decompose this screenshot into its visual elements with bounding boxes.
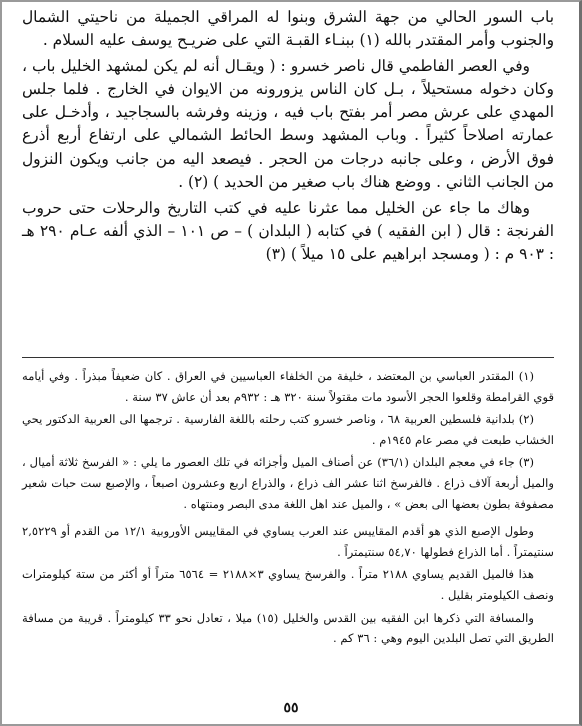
footnote-1: (١) المقتدر العباسي بن المعتضد ، خليفة من الخلفاء العباسيين في العراق . كان ضعيفاً مبذراً . وفي أيامه قوي القرامطة وقلعوا الحجر الأسود مات مقتولاً سنة ٣٢٠ هـ : ٩٣٢م بعد أن عاش ٣٧ سنة .: [22, 369, 554, 404]
footnote-3: (٣) جاء في معجم البلدان (٣٦/١) عن أصناف الميل وأجزائه في تلك العصور ما يلي : « الفرسخ ثلاثة أميال ، والميل أربعة آلاف ذراع . فالفرسخ اثنا عشر الف ذراع ، والذراع اربع وعشرون اصبعاً ، والإصبع ست حبات شعير مصفوفة بطون بعضها الى بعض » ، والميل عند اهل اللغة مدى البصر ومنتهاه .: [22, 455, 554, 511]
footnote-3-continued-2: هذا فالميل القديم يساوي ٢١٨٨ متراً . والفرسخ يساوي ٣×٢١٨٨ = ٦٥٦٤ متراً أو أكثر من ستة كيلومترات ونصف الكيلومتر بقليل .: [22, 567, 554, 602]
footnote-3-continued-1: وطول الإصبع الذي هو أقدم المقاييس عند العرب يساوي في المقاييس الأوروبية ١٢/١ من القدم أو ٢,٥٢٢٩ سنتيمتراً . أما الذراع فطولها ٥٤,٧٠ سنتيمتراً .: [22, 524, 554, 559]
main-paragraph-1: باب السور الحالي من جهة الشرق وبنوا له المراقي الجميلة من ناحيتي الشمال والجنوب وأمر المقتدر بالله (١) ببنـاء القبـة التي على ضريـح يوسف عليه السلام .: [22, 8, 554, 50]
footnote-2: (٢) بلدانية فلسطين العربية ٦٨ ، وناصر خسرو كتب رحلته باللغة الفارسية . ترجمها الى العربية الدكتور يحي الخشاب طبعت في مصر عام ١٩٤٥م .: [22, 412, 554, 447]
footnote-separator: [22, 357, 554, 358]
main-text: [22, 6, 554, 266]
footnote-3-continued-3: والمسافة التي ذكرها ابن الفقيه بين القدس والخليل (١٥) ميلا ، تعادل نحو ٣٣ كيلومتراً . قريبة من مسافة الطريق التي تصل البلدين اليوم وهي : ٣٦ كم .: [22, 610, 554, 646]
main-paragraph-2: وفي العصر الفاطمي قال ناصر خسرو : ( ويقـال أنه لم يكن لمشهد الخليل باب ، وكان دخوله مستحيلاً ، بـل كان الناس يزورونه من الايوان في الخارج . فلما جلس المهدي على عرش مصر أمر بفتح باب فيه ، وزينه وفرشه بالسجاجيد ، وأدخـل على عمارته اصلاحاً كثيراً . وباب المشهد وسط الحائط الشمالي على ارتفاع أربع أذرع فوق الأرض ، وعلى جانبه درجات من الحجر . فيصعد اليه من جانب ويكون النزول من الجانب الثاني . ووضع هناك باب صغير من الحديد ) (٢) .: [22, 57, 554, 191]
footnotes: [22, 366, 554, 649]
main-paragraph-3: وهاك ما جاء عن الخليل مما عثرنا عليه في كتب التاريخ والرحلات حتى حروب الفرنجة : قال ( ابن الفقيه ) في كتابه ( البلدان ) – ص ١٠١ – الذي ألفه عـام ٢٩٠ هـ : ٩٠٣ م : ( ومسجد ابراهيم على ١٥ ميلاً ) (٣): [22, 198, 554, 263]
page-number: ٥٥: [283, 700, 299, 716]
